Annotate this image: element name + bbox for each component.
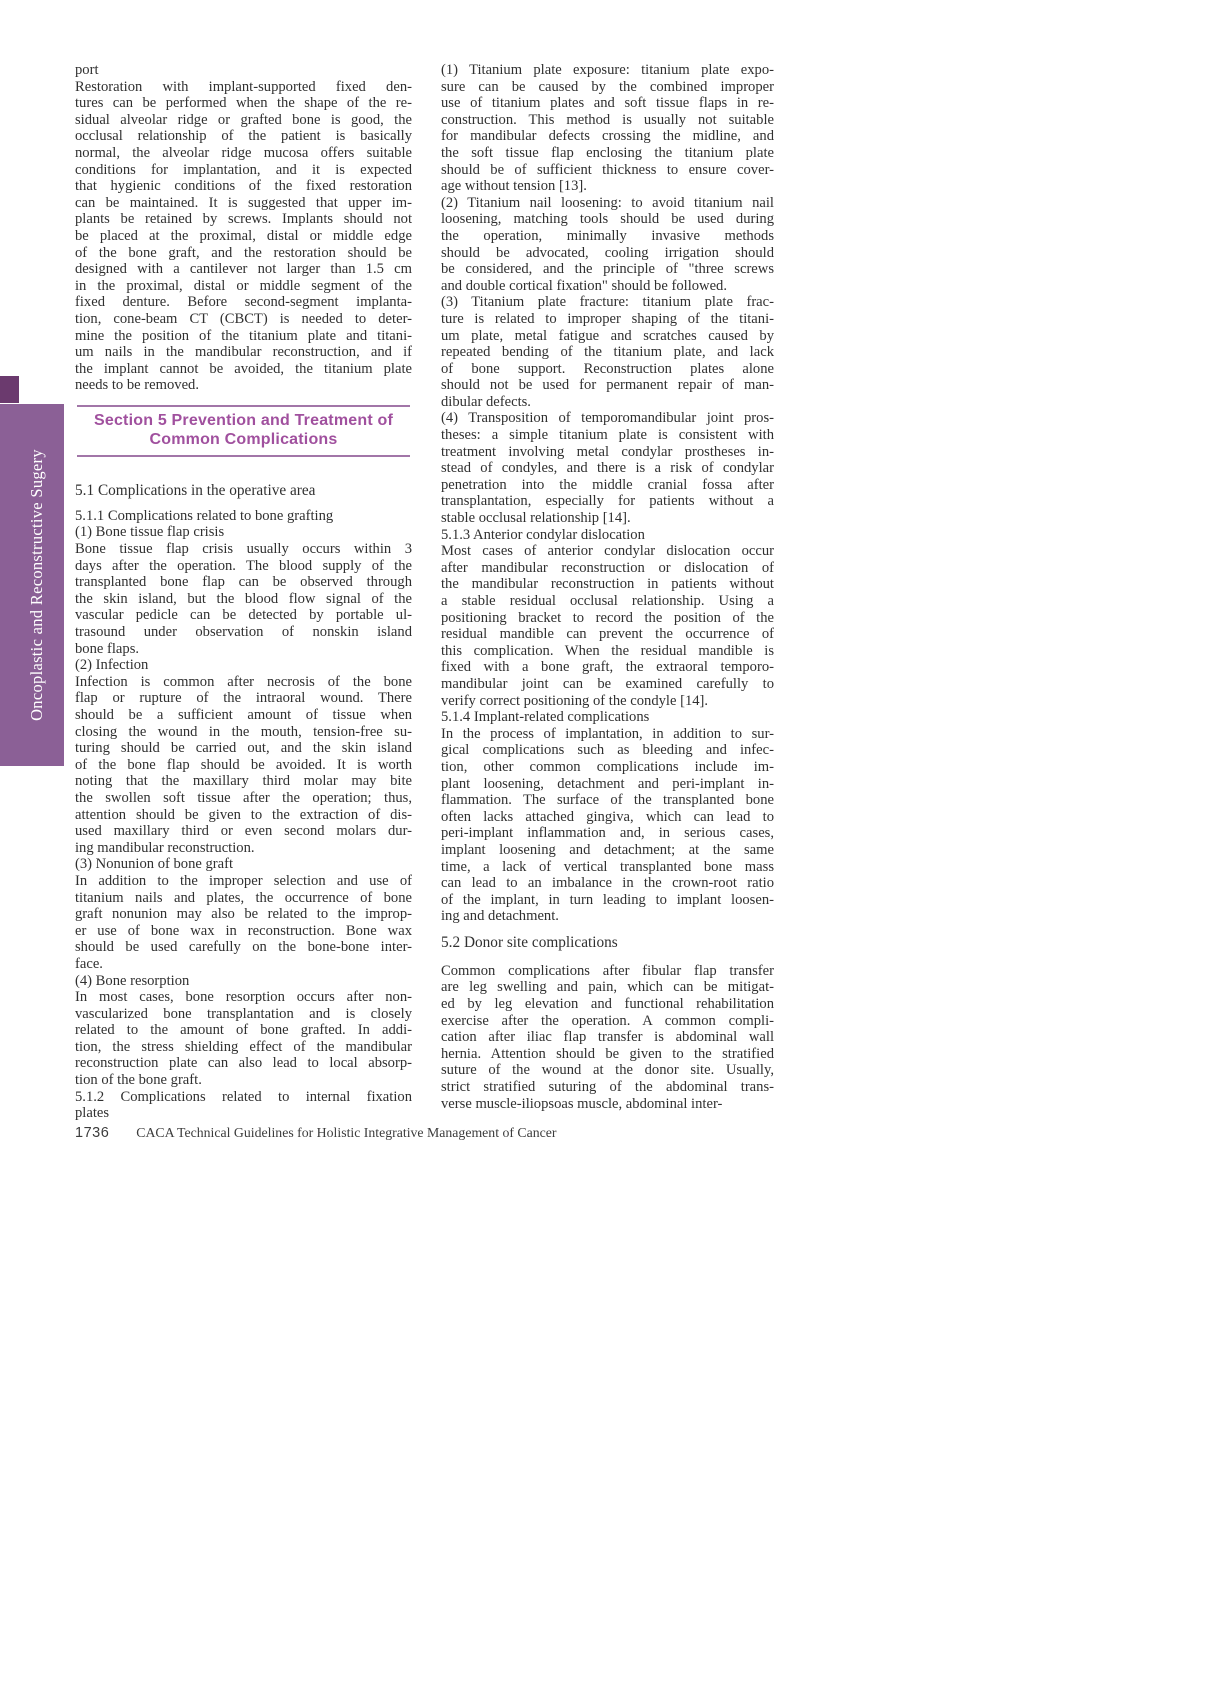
text-line: verse muscle-iliopsoas muscle, abdominal inter-: [441, 1095, 723, 1112]
text-line: ing mandibular reconstruction.: [75, 839, 255, 856]
text-line: positioning bracket to record the position of the: [441, 609, 774, 626]
paragraph: [441, 963, 774, 1112]
text-line: um nails in the mandibular reconstruction, and if: [75, 344, 412, 361]
text-line: vascular pedicle can be detected by portable ul-: [75, 607, 412, 624]
text-line: and double cortical fixation" should be followed.: [441, 277, 728, 294]
paragraph: [441, 62, 774, 195]
paragraph: [75, 856, 412, 873]
page-footer: [75, 1125, 557, 1141]
text-line: (2) Titanium nail loosening: to avoid titanium nail: [441, 194, 774, 211]
text-line: verify correct positioning of the condyle [14].: [441, 692, 709, 709]
text-line: tion of the bone graft.: [75, 1072, 202, 1089]
text-line: port: [75, 62, 99, 78]
paragraph: [75, 524, 412, 541]
paragraph-group-right-body: [441, 62, 774, 925]
text-line: time, a lack of vertical transplanted bone mass: [441, 858, 774, 875]
right-column: [441, 62, 774, 1112]
text-line: ing and detachment.: [441, 908, 559, 925]
text-line: ture is related to improper shaping of the titani-: [441, 310, 774, 327]
text-line: (3) Nonunion of bone graft: [75, 856, 234, 873]
text-line: days after the operation. The blood supply of the: [75, 557, 412, 574]
text-line: construction. This method is usually not suitable: [441, 111, 774, 128]
text-line: normal, the alveolar ridge mucosa offers suitable: [75, 144, 412, 161]
text-line: titanium nails and plates, the occurrence of bone: [75, 889, 412, 906]
text-line: In most cases, bone resorption occurs after non-: [75, 989, 412, 1006]
text-line: designed with a cantilever not larger than 1.5 cm: [75, 261, 412, 278]
text-line: er use of bone wax in reconstruction. Bone wax: [75, 922, 412, 939]
text-line: Common complications after fibular flap transfer: [441, 962, 774, 979]
text-line: implant loosening and detachment; at the same: [441, 841, 774, 858]
text-line: plant loosening, detachment and peri-implant in-: [441, 775, 774, 792]
text-line: should be of sufficient thickness to ensure cover-: [441, 161, 774, 178]
text-line: occlusal relationship of the patient is basically: [75, 128, 412, 145]
text-line: trasound under observation of nonskin island: [75, 624, 412, 641]
text-line: Infection is common after necrosis of the bone: [75, 673, 412, 690]
text-line: used maxillary third or even second molars dur-: [75, 823, 412, 840]
paragraph: [441, 726, 774, 925]
text-line: of the implant, in turn leading to implant loosen-: [441, 891, 774, 908]
text-line: plants be retained by screws. Implants should not: [75, 211, 412, 228]
paragraph: [441, 527, 774, 544]
text-line: hernia. Attention should be given to the stratified: [441, 1045, 774, 1062]
paragraph-group-left-body: [75, 508, 412, 1122]
text-line: um plate, metal fatigue and scratches caused by: [441, 327, 774, 344]
text-line: closing the wound in the mouth, tension-free su-: [75, 723, 412, 740]
section-heading-line1: Section 5 Prevention and Treatment of: [93, 411, 394, 429]
text-line: repeated bending of the titanium plate, and lack: [441, 344, 774, 361]
subsection-heading-5-1: 5.1 Complications in the operative area: [75, 481, 316, 499]
text-line: are leg swelling and pain, which can be mitigat-: [441, 979, 774, 996]
text-line: sidual alveolar ridge or grafted bone is good, the: [75, 111, 412, 128]
sidebar-accent-square: [0, 376, 19, 403]
text-line: plates: [75, 1105, 110, 1122]
text-line: that hygienic conditions of the fixed restoration: [75, 178, 412, 195]
paragraph-group-intro: [75, 62, 412, 394]
text-line: suture of the wound at the donor site. Usually,: [441, 1062, 774, 1079]
text-line: the skin island, but the blood flow signal of the: [75, 590, 412, 607]
text-line: can be maintained. It is suggested that upper im-: [75, 194, 412, 211]
text-line: 5.1.4 Implant-related complications: [441, 709, 650, 726]
text-line: dibular defects.: [441, 393, 531, 410]
text-line: transplantation, especially for patients without a: [441, 493, 774, 510]
text-line: should not be used for permanent repair of man-: [441, 377, 774, 394]
paragraph: [441, 410, 774, 526]
text-line: strict stratified suturing of the abdominal trans-: [441, 1079, 774, 1096]
text-line: In addition to the improper selection and use of: [75, 872, 412, 889]
text-line: needs to be removed.: [75, 377, 200, 394]
text-line: fixed denture. Before second-segment implanta-: [75, 294, 412, 311]
text-line: gical complications such as bleeding and infec-: [441, 742, 774, 759]
paragraph: [75, 541, 412, 657]
text-line: should be a sufficient amount of tissue when: [75, 707, 412, 723]
text-line: (4) Transposition of temporomandibular joint pros-: [441, 410, 774, 427]
running-title: CACA Technical Guidelines for Holistic Integrative Management of Cancer: [136, 1125, 557, 1140]
text-line: treatment involving metal condylar prostheses in-: [441, 443, 774, 460]
section-heading-line2: Common Complications: [149, 431, 338, 449]
text-line: should be used carefully on the bone-bone inter-: [75, 939, 412, 956]
text-line: often lacks attached gingiva, which can lead to: [441, 808, 774, 825]
text-line: tion, cone-beam CT (CBCT) is needed to deter-: [75, 310, 412, 327]
text-line: transplanted bone flap can be observed through: [75, 574, 412, 591]
text-line: exercise after the operation. A common compli-: [441, 1012, 774, 1029]
text-line: bone flaps.: [75, 640, 140, 657]
text-line: fixed with a bone graft, the extraoral temporo-: [441, 659, 774, 676]
text-line: mandibular joint can be examined carefully to: [441, 675, 774, 692]
text-line: the operation, minimally invasive methods: [441, 227, 774, 244]
paragraph: [75, 873, 412, 973]
text-line: ed by leg elevation and functional rehabilitation: [441, 996, 774, 1013]
text-line: for mandibular defects crossing the midline, and: [441, 128, 774, 145]
text-line: sure can be caused by the combined improper: [441, 78, 774, 95]
text-line: residual mandible can prevent the occurrence of: [441, 626, 774, 643]
text-line: 5.1.2 Complications related to internal fixation: [75, 1088, 412, 1105]
text-line: after mandibular reconstruction or dislocation of: [441, 559, 774, 576]
text-line: use of titanium plates and soft tissue flaps in re-: [441, 95, 774, 112]
text-line: this complication. When the residual mandible is: [441, 642, 774, 659]
text-line: peri-implant inflammation and, in serious cases,: [441, 825, 774, 842]
text-line: (1) Titanium plate exposure: titanium plate expo-: [441, 62, 774, 78]
text-line: cation after iliac flap transfer is abdominal wall: [441, 1029, 774, 1046]
text-line: the implant cannot be avoided, the titanium plate: [75, 360, 412, 377]
text-line: graft nonunion may also be related to the improp-: [75, 906, 412, 923]
text-line: (3) Titanium plate fracture: titanium plate frac-: [441, 294, 774, 311]
text-line: 5.1.1 Complications related to bone grafting: [75, 507, 334, 524]
paragraph: [75, 973, 412, 990]
paragraph: [75, 79, 412, 394]
text-line: conditions for implantation, and it is expected: [75, 161, 412, 178]
text-line: of the bone flap should be avoided. It is worth: [75, 756, 412, 773]
text-line: be placed at the proximal, distal or middle edge: [75, 227, 412, 244]
section-heading: [77, 405, 410, 457]
paragraph: [441, 195, 774, 295]
text-line: should be advocated, cooling irrigation should: [441, 244, 774, 261]
paragraph: [75, 989, 412, 1089]
text-line: mine the position of the titanium plate and titani-: [75, 327, 412, 344]
text-line: loosening, matching tools should be used during: [441, 211, 774, 228]
text-line: Bone tissue flap crisis usually occurs within 3: [75, 541, 412, 558]
text-line: Restoration with implant-supported fixed den-: [75, 78, 412, 95]
text-line: the mandibular reconstruction in patients without: [441, 576, 774, 593]
paragraph: [75, 674, 412, 857]
text-line: In the process of implantation, in addition to sur-: [441, 725, 774, 742]
text-line: be considered, and the principle of "three screws: [441, 261, 774, 278]
paragraph-group-donor: [441, 963, 774, 1112]
paragraph: [75, 1089, 412, 1122]
text-line: the swollen soft tissue after the operation; thus,: [75, 789, 412, 806]
text-line: in the proximal, distal or middle segment of the: [75, 277, 412, 294]
text-line: vascularized bone transplantation and is closely: [75, 1005, 412, 1022]
text-line: reconstruction plate can also lead to local absorp-: [75, 1055, 412, 1072]
paragraph: [75, 657, 412, 674]
text-line: of the bone graft, and the restoration should be: [75, 244, 412, 261]
text-line: stable occlusal relationship [14].: [441, 510, 631, 527]
text-line: can lead to an imbalance in the crown-root ratio: [441, 875, 774, 892]
subsection-heading-5-2: 5.2 Donor site complications: [441, 933, 618, 951]
paragraph: [75, 508, 412, 525]
text-line: stead of condyles, and there is a risk of condylar: [441, 460, 774, 477]
text-line: attention should be given to the extraction of dis-: [75, 806, 412, 823]
text-line: noting that the maxillary third molar may bite: [75, 773, 412, 790]
text-line: turing should be carried out, and the skin island: [75, 740, 412, 757]
text-line: a stable residual occlusal relationship. Using a: [441, 593, 774, 609]
sidebar-vertical-label: Oncoplastic and Reconstructive Sugery: [27, 449, 46, 721]
text-line: related to the amount of bone grafted. In addi-: [75, 1022, 412, 1039]
paragraph: [441, 543, 774, 709]
text-line: of bone support. Reconstruction plates alone: [441, 360, 774, 377]
text-line: Most cases of anterior condylar dislocation occur: [441, 543, 774, 560]
text-line: flammation. The surface of the transplanted bone: [441, 792, 774, 809]
page-number: 1736: [75, 1125, 110, 1141]
text-line: 5.1.3 Anterior condylar dislocation: [441, 526, 645, 543]
paragraph: [441, 294, 774, 410]
text-line: tion, other common complications include im-: [441, 758, 774, 775]
text-line: (4) Bone resorption: [75, 972, 190, 989]
left-column: [75, 62, 412, 1122]
text-line: tion, the stress shielding effect of the mandibular: [75, 1038, 412, 1055]
text-line: flap or rupture of the intraoral wound. There: [75, 690, 412, 707]
text-line: the soft tissue flap enclosing the titanium plate: [441, 144, 774, 161]
text-line: age without tension [13].: [441, 178, 587, 195]
paragraph: [75, 62, 412, 79]
text-line: theses: a simple titanium plate is consistent with: [441, 427, 774, 444]
text-line: (2) Infection: [75, 657, 149, 674]
text-line: face.: [75, 955, 103, 972]
text-line: penetration into the middle cranial fossa after: [441, 476, 774, 493]
text-line: (1) Bone tissue flap crisis: [75, 524, 225, 541]
paragraph: [441, 709, 774, 726]
text-line: tures can be performed when the shape of the re-: [75, 95, 412, 112]
